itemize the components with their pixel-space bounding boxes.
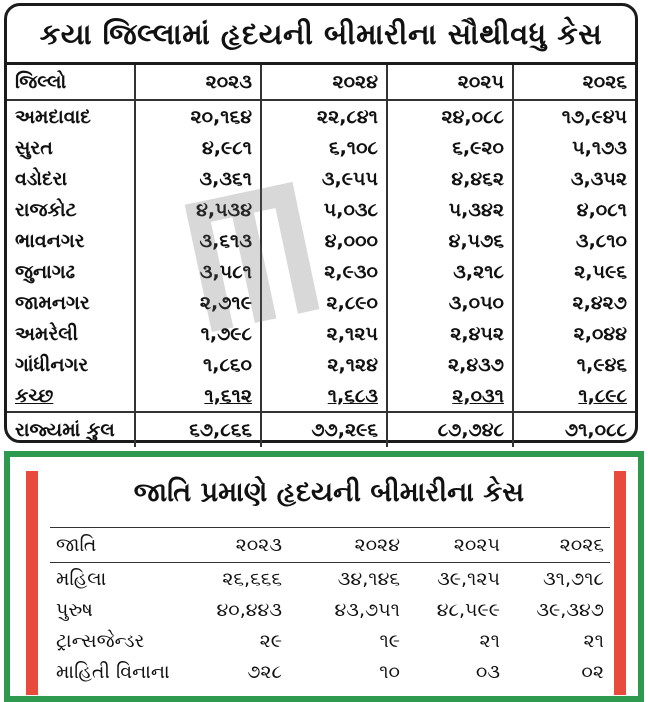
cell-value: ૧૯ xyxy=(379,629,400,652)
cell-value: ૨,૯૩૦ xyxy=(261,256,387,287)
total-label: રાજ્યમાં કુલ xyxy=(7,412,135,447)
cell-value: ૪,૪૬૨ xyxy=(387,163,513,194)
table-row xyxy=(50,563,610,595)
cell-value: ૨,૭૧૯ xyxy=(135,287,261,318)
total-value: ૭૭,૨૯૬ xyxy=(261,412,387,447)
gender-name: ટ્રાન્સજેન્ડર xyxy=(56,629,145,652)
header-gender: જાતિ xyxy=(50,528,190,563)
cell-value: ૨૬,૬૬૬ xyxy=(222,567,282,590)
cell-value: ૨૧ xyxy=(583,629,604,652)
cell-value: ૧૦ xyxy=(379,660,400,683)
gender-name: માહિતી વિનાના xyxy=(56,660,170,683)
table-row xyxy=(50,625,610,656)
cell-value: ૨૨,૮૪૧ xyxy=(261,100,387,132)
district-name: ગાંધીનગર xyxy=(7,349,135,380)
cell-value: ૪૩,૭૫૧ xyxy=(334,598,400,621)
district-name: ભાવનગર xyxy=(7,225,135,256)
cell-value: ૨,૪૫૨ xyxy=(387,318,513,349)
district-name-text: કચ્છ xyxy=(15,384,54,407)
cell-value: ૩૯,૩૪૭ xyxy=(536,598,604,621)
district-name: અમરેલી xyxy=(7,318,135,349)
cell-value: ૭૨૮ xyxy=(247,660,282,683)
cell-value-text: ૧,૮૯૮ xyxy=(578,384,627,407)
district-name: જામનગર xyxy=(7,287,135,318)
cell-value-text: ૧,૬૮૩ xyxy=(327,384,378,407)
table-row xyxy=(7,100,635,132)
cell-value: ૨,૪૩૭ xyxy=(387,349,513,380)
table-row xyxy=(7,380,635,412)
cell-value: ૨,૦૪૪ xyxy=(573,322,627,345)
cell-value: ૨૯ xyxy=(259,629,282,652)
cell-value: ૩,૬૧૩ xyxy=(135,225,261,256)
gender-table-header xyxy=(50,528,610,563)
cell-value: ૦૨ xyxy=(581,660,604,683)
cell-value: ૬,૯૨૦ xyxy=(387,132,513,163)
right-accent-bar xyxy=(614,471,626,695)
district-name: સુરત xyxy=(7,132,135,163)
header-year: ૨૦૨૬ xyxy=(506,528,610,563)
cell-value: ૩,૮૧૦ xyxy=(575,229,627,252)
cell-value: ૧,૭૯૮ xyxy=(135,318,261,349)
table-row xyxy=(7,225,635,256)
district-name xyxy=(7,380,135,412)
gender-name: મહિલા xyxy=(56,567,107,590)
cell-value: ૩,૫૮૧ xyxy=(135,256,261,287)
district-name: જુનાગઢ xyxy=(7,256,135,287)
header-year: ૨૦૨૬ xyxy=(513,65,635,100)
cell-value: ૩૯,૧૨૫ xyxy=(437,567,500,590)
table-row xyxy=(7,349,635,380)
cell-value: ૩,૦૫૦ xyxy=(387,287,513,318)
cell-value: ૪,૦૮૧ xyxy=(576,198,627,221)
cell-value: ૨,૪૨૭ xyxy=(572,291,627,314)
cell-value-text: ૧,૬૧૨ xyxy=(204,384,252,407)
cell-value: ૦૩ xyxy=(475,660,500,683)
cell-value: ૧૭,૯૪૫ xyxy=(561,105,627,128)
cell-value xyxy=(135,380,261,412)
total-value: ૮૭,૭૪૮ xyxy=(387,412,513,447)
header-year: ૨૦૨૫ xyxy=(387,65,513,100)
header-year: ૨૦૨૫ xyxy=(406,528,506,563)
table-row xyxy=(7,256,635,287)
cell-value: ૫,૦૩૮ xyxy=(261,194,387,225)
table-row xyxy=(50,656,610,687)
header-year: ૨૦૨૪ xyxy=(288,528,406,563)
gender-name: પુરુષ xyxy=(56,598,93,621)
district-table-title: કયા જિલ્લામાં હૃદયની બીમારીના સૌથીવધુ કેસ xyxy=(7,6,635,65)
gender-table-title: જાતિ પ્રમાણે હૃદયની બીમારીના કેસ xyxy=(133,477,525,508)
cell-value: ૪૦,૪૪૩ xyxy=(216,598,282,621)
cell-value: ૩૧,૭૧૮ xyxy=(543,567,604,590)
district-name: અમદાવાદ xyxy=(7,100,135,132)
table-row xyxy=(50,594,610,625)
cell-value: ૨૪,૦૮૮ xyxy=(387,100,513,132)
cell-value: ૪,૫૭૬ xyxy=(387,225,513,256)
district-table xyxy=(7,65,635,447)
table-row xyxy=(7,132,635,163)
cell-value: ૨,૧૨૫ xyxy=(261,318,387,349)
cell-value: ૫,૩૪૨ xyxy=(387,194,513,225)
header-year: ૨૦૨૪ xyxy=(261,65,387,100)
cell-value: ૩,૨૧૮ xyxy=(387,256,513,287)
cell-value-text: ૨,૦૩૧ xyxy=(452,384,504,407)
header-year: ૨૦૨૩ xyxy=(190,528,288,563)
district-cases-panel xyxy=(4,3,638,443)
cell-value: ૨૧ xyxy=(479,629,500,652)
cell-value: ૨,૮૯૦ xyxy=(261,287,387,318)
total-value: ૬૭,૮૬૬ xyxy=(135,412,261,447)
cell-value: ૧,૮૬૦ xyxy=(135,349,261,380)
cell-value xyxy=(387,380,513,412)
table-row xyxy=(7,163,635,194)
header-district: જિલ્લો xyxy=(7,65,135,100)
cell-value: ૪,૦૦૦ xyxy=(261,225,387,256)
cell-value: ૨,૧૨૪ xyxy=(261,349,387,380)
total-row xyxy=(7,412,635,447)
cell-value: ૪,૫૩૪ xyxy=(135,194,261,225)
cell-value xyxy=(513,380,635,412)
table-row xyxy=(7,318,635,349)
cell-value: ૪,૯૮૧ xyxy=(135,132,261,163)
header-year: ૨૦૨૩ xyxy=(135,65,261,100)
cell-value: ૬,૧૦૮ xyxy=(261,132,387,163)
left-accent-bar xyxy=(26,471,38,695)
cell-value: ૨૦,૧૬૪ xyxy=(135,100,261,132)
cell-value: ૩,૯૫૫ xyxy=(261,163,387,194)
table-row xyxy=(7,287,635,318)
cell-value: ૧,૯૪૬ xyxy=(576,353,627,376)
gender-table xyxy=(50,527,610,687)
district-name: વડોદરા xyxy=(7,163,135,194)
district-table-header xyxy=(7,65,635,100)
cell-value: ૫,૧૭૩ xyxy=(572,136,627,159)
cell-value xyxy=(261,380,387,412)
cell-value: ૩૪,૧૪૬ xyxy=(337,567,400,590)
total-value: ૭૧,૦૮૮ xyxy=(564,419,627,441)
cell-value: ૩,૩૫૨ xyxy=(570,167,627,190)
district-name: રાજકોટ xyxy=(7,194,135,225)
cell-value: ૨,૫૯૬ xyxy=(574,260,627,283)
cell-value: ૩,૩૬૧ xyxy=(135,163,261,194)
cell-value: ૪૮,૫૯૯ xyxy=(436,598,500,621)
gender-cases-panel xyxy=(4,451,644,702)
table-row xyxy=(7,194,635,225)
